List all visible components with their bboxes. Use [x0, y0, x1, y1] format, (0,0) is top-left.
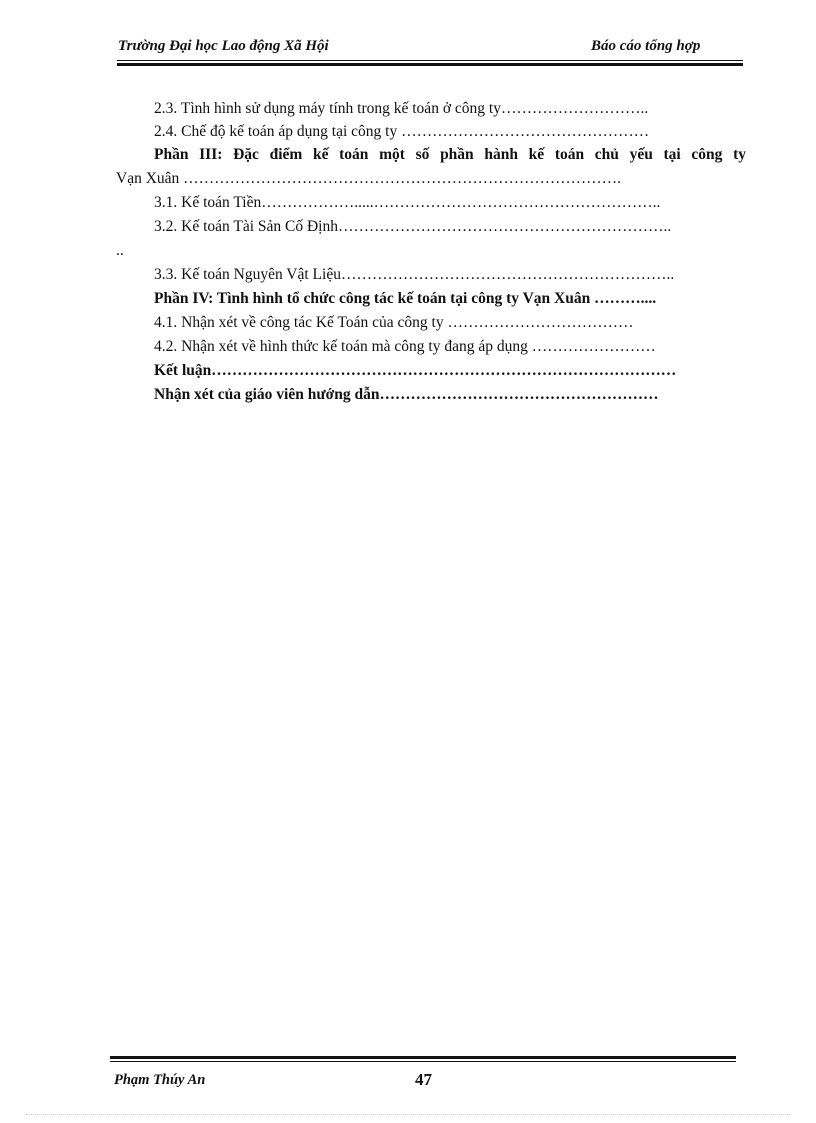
toc-line-4-2: 4.2. Nhận xét về hình thức kế toán mà công ty đang áp dụng …………………… [154, 338, 656, 355]
page-number: 47 [415, 1070, 432, 1089]
toc-line-3-2-cont: .. [116, 242, 124, 259]
toc-line-3-2: 3.2. Kế toán Tài Sản Cố Định……………………………………………………….. [154, 218, 672, 235]
toc-line-3-3: 3.3. Kế toán Nguyên Vật Liệu……………………………………………………….. [154, 266, 675, 283]
toc-line-4-1: 4.1. Nhận xét về công tác Kế Toán của công ty ……………………………… [154, 314, 634, 331]
page-bottom-border [26, 1114, 790, 1115]
toc-line-part-4: Phần IV: Tình hình tổ chức công tác kế toán tại công ty Vạn Xuân ……….... [154, 290, 657, 307]
toc-line-advisor-review: Nhận xét của giáo viên hướng dẫn……………………………………………… [154, 386, 659, 403]
toc-line-part-3-cont: Vạn Xuân …………………………………………………………………………. [116, 170, 622, 187]
header-rule-thick [117, 63, 743, 66]
header-left-title: Trường Đại học Lao động Xã Hội [118, 38, 329, 54]
toc-line-2-3: 2.3. Tình hình sử dụng máy tính trong kế toán ở công ty……………………….. [154, 100, 649, 117]
toc-line-part-3: Phần III: Đặc điểm kế toán một số phần hành kế toán chủ yếu tại công ty [154, 146, 746, 163]
header-right-title: Báo cáo tổng hợp [591, 38, 701, 54]
toc-line-2-4: 2.4. Chế độ kế toán áp dụng tại công ty ………………………………………… [154, 123, 650, 140]
footer-rule-thin [110, 1061, 736, 1062]
footer-author: Phạm Thúy An [114, 1072, 206, 1088]
footer-rule-thick [110, 1056, 736, 1059]
toc-line-3-1: 3.1. Kế toán Tiền……………….....……………………………………………….. [154, 194, 661, 211]
header-rule-thin [117, 60, 743, 61]
toc-line-conclusion: Kết luận……………………………………………………………………………… [154, 362, 677, 379]
